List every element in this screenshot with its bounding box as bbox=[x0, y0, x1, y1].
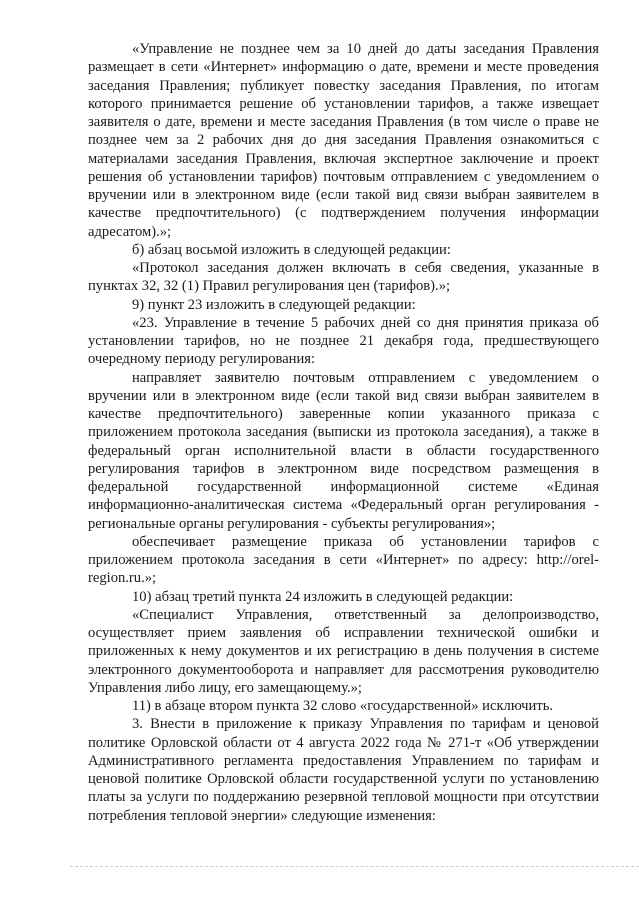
paragraph-9: «Специалист Управления, ответственный за делопроизводство, осуществляет прием заявления об исправлении технической ошибки и приложенных к нему документов и их регистрацию в день получения в системе электронного документооборота и направляет для рассмотрения руководителю Управления либо лицу, его замещающему.»; bbox=[88, 606, 599, 696]
paragraph-2: б) абзац восьмой изложить в следующей редакции: bbox=[132, 241, 451, 258]
paragraph-5: «23. Управление в течение 5 рабочих дней со дня принятия приказа об установлении тарифов, но не позднее 21 декабря года, предшествующего очередному периоду регулирования: bbox=[88, 314, 599, 368]
paragraph-8: 10) абзац третий пункта 24 изложить в следующей редакции: bbox=[132, 588, 514, 605]
paragraph-11: 3. Внести в приложение к приказу Управления по тарифам и ценовой политике Орловской области от 4 августа 2022 года № 271-т «Об утверждении Административного регламента предоставления Управлением по тарифам и ценовой политике Орловской области государственной услуги по установлению платы за услуги по поддержанию резервной тепловой мощности при отсутствии потребления тепловой энергии» следующие изменения: bbox=[88, 716, 599, 824]
paragraph-7: обеспечивает размещение приказа об установлении тарифов с приложением протокола заседания в сети «Интернет» по адресу: http://orel-region.ru.»; bbox=[88, 533, 599, 587]
paragraph-6: направляет заявителю почтовым отправлением с уведомлением о вручении или в электронном виде (если такой вид связи выбран заявителем в качестве предпочтительного) заверенные копии указанного приказа с приложением протокола заседания (выписки из протокола заседания), а также в федеральный орган исполнительной власти в области государственного регулирования тарифов в электронном виде посредством размещения в федеральной государственной информационной системе «Единая информационно-аналитическая система «Федеральный орган регулирования - региональные органы регулирования - субъекты регулирования»; bbox=[88, 369, 599, 532]
page-bottom-edge bbox=[70, 866, 639, 867]
paragraph-10: 11) в абзаце втором пункта 32 слово «государственной» исключить. bbox=[132, 698, 554, 714]
paragraph-1: «Управление не позднее чем за 10 дней до даты заседания Правления размещает в сети «Интернет» информацию о дате, времени и месте проведения заседания Правления; публикует повестку заседания Правления, по итогам которого принимается решение об установлении тарифов, а также извещает заявителя о дате, времени и месте заседания Правления (в том числе о праве не позднее чем за 2 рабочих дня до дня заседания Правления ознакомиться с материалами заседания Правления, включая экспертное заключение и проект решения об установлении тарифов) почтовым отправлением с уведомлением о вручении или в электронном виде (если такой вид связи выбран заявителем в качестве предпочтительного) (с подтверждением получения информации адресатом).»; bbox=[88, 41, 599, 240]
paragraph-4: 9) пункт 23 изложить в следующей редакции: bbox=[132, 296, 416, 313]
paragraph-3: «Протокол заседания должен включать в себя сведения, указанные в пунктах 32, 32 (1) Правил регулирования цен (тарифов).»; bbox=[88, 260, 599, 295]
